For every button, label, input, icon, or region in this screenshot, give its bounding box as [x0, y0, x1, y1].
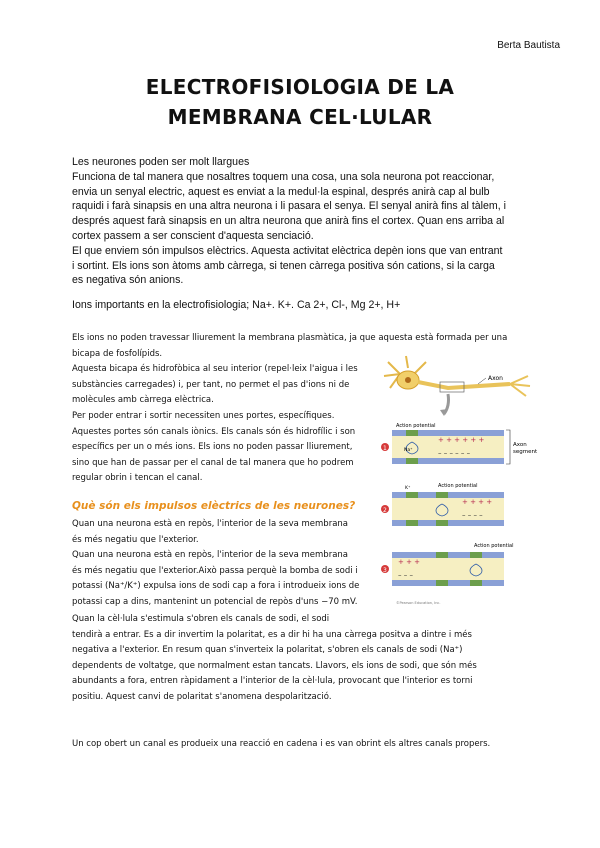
- step-1-number: 1: [383, 445, 387, 452]
- chain-reaction-paragraph: [72, 737, 490, 753]
- section-heading: Què són els impulsos elèctrics de les neurones?: [72, 500, 356, 512]
- text-line: potassi cap a dins, mantenint un potencial de repòs d'uns −70 mV.: [72, 596, 358, 607]
- author-name: Berta Bautista: [497, 40, 560, 51]
- intro-line: després aquest farà sinapsis en un altra neurona que anirà fins el cortex. Quan ens arriba al: [72, 215, 505, 228]
- intro-line: El que enviem són impulsos elèctrics. Aquesta activitat elèctrica depèn ions que van entrant: [72, 244, 503, 257]
- figure-credit: ©Pearson Education, Inc.: [396, 601, 441, 605]
- k-label: K⁺: [405, 486, 411, 491]
- resting-potential-paragraph: [72, 517, 359, 611]
- axon-label: Axon: [488, 375, 503, 382]
- text-line: substàncies carregades) i, per tant, no permet el pas d'ions ni de: [72, 379, 350, 390]
- panel-2-action-potential-label: Action potential: [438, 483, 478, 489]
- text-line: potassi (Na⁺/K⁺) expulsa ions de sodi cap a fora i introdueix ions de: [72, 581, 360, 592]
- svg-text:– – – –: – – – –: [462, 511, 483, 519]
- svg-text:+ + + +: + + + +: [462, 498, 493, 506]
- svg-text:– – –: – – –: [398, 571, 413, 579]
- intro-line: raquidi i farà sinapsis en una altra neurona i li pasara el senya. El senyal anirà fins al tàlem, i: [72, 200, 506, 213]
- svg-text:+ + +: + + +: [398, 558, 421, 566]
- na-label: Na⁺: [404, 448, 413, 453]
- panel-1: [381, 423, 538, 464]
- intro-line: cortex passem a ser conscient d'aquesta senciació.: [72, 229, 314, 242]
- action-potential-figure: [378, 354, 538, 610]
- intro-line: envia un senyal electric, aquest es enviat a la medul·la espinal, després anirà cap al bulb: [72, 185, 490, 198]
- text-line: molècules amb càrrega elèctrica.: [72, 395, 214, 406]
- text-line: regular obrin i tencan el canal.: [72, 473, 203, 484]
- text-line: sino que han de passar per el canal de tal manera que ho podrem: [72, 457, 354, 468]
- text-line: bicapa de fosfolípids.: [72, 348, 163, 359]
- text-line: Un cop obert un canal es produeix una reacció en cadena i es van obrint els altres canals propers.: [72, 739, 491, 749]
- svg-text:– – – – – –: – – – – – –: [438, 449, 471, 457]
- text-line: Aquesta bicapa és hidrofòbica al seu interior (repel·leix l'aigua i les: [72, 364, 358, 375]
- panel-1-action-potential-label: Action potential: [396, 423, 436, 429]
- text-line: tendirà a entrar. Es a dir invertim la polaritat, es a dir hi ha una càrrega positva a dintre i més: [72, 629, 472, 640]
- text-line: Els ions no poden travessar lliurement la membrana plasmàtica, ja que aquesta està formada per una: [72, 333, 508, 343]
- text-line: negativa a l'exterior. En resum quan s'inverteix la polaritat, s'obren els canals de sodi (Na⁺): [72, 645, 463, 656]
- text-line: Per poder entrar i sortir necessiten unes portes, específiques.: [72, 410, 335, 421]
- text-line: abundants a fora, entren ràpidament a l'interior de la cèl·lula, provocant que l'interior es torni: [72, 676, 473, 687]
- axon-segment-label-2: segment: [513, 449, 538, 455]
- text-line: positiu. Aquest canvi de polaritat s'anomena despolarització.: [72, 691, 332, 702]
- intro-line: Funciona de tal manera que nosaltres toquem una cosa, una sola neurona pot reaccionar,: [72, 170, 495, 183]
- intro-line: Les neurones poden ser molt llargues: [72, 156, 250, 168]
- text-line: Aquestes portes són canals iònics. Els canals són és hidrofílic i son: [72, 426, 356, 437]
- text-line: específics per un o més ions. Els ions no poden passar lliurement,: [72, 442, 353, 453]
- important-ions-line: Ions importants en la electrofisiologia; Na+. K+. Ca 2+, Cl-, Mg 2+, H+: [72, 299, 401, 311]
- text-line: Quan la cèl·lula s'estimula s'obren els canals de sodi, el sodi: [72, 614, 330, 624]
- panel-3-action-potential-label: Action potential: [474, 543, 514, 549]
- text-line: dependents de voltatge, que normalment estan tancats. Llavors, els ions de sodi, que són més: [72, 660, 477, 671]
- panel-3: [381, 543, 514, 586]
- depolarization-paragraph: [72, 612, 477, 706]
- neuron-illustration: [384, 356, 530, 416]
- title-line-2: MEMBRANA CEL·LULAR: [167, 105, 433, 129]
- text-line: Quan una neurona està en repòs, l'interior de la seva membrana: [72, 519, 349, 529]
- axon-segment-label-1: Axon: [513, 442, 527, 448]
- intro-paragraph: [72, 155, 532, 288]
- title-line-1: ELECTROFISIOLOGIA DE LA: [145, 75, 455, 99]
- intro-line: i sortint. Els ions son àtoms amb càrrega, si tenen càrrega positiva són cations, si la carga: [72, 259, 495, 272]
- step-2-number: 2: [383, 507, 387, 514]
- text-line: Quan una neurona està en repòs, l'interior de la seva membrana: [72, 550, 349, 561]
- text-line: és més negatiu que l'exterior.Això passa perquè la bomba de sodi i: [72, 565, 358, 576]
- panel-2: [381, 483, 504, 526]
- page-title: [0, 72, 600, 132]
- text-line: és més negatiu que l'exterior.: [72, 534, 199, 545]
- intro-line: es negativa són anions.: [72, 274, 184, 287]
- step-3-number: 3: [383, 567, 387, 574]
- svg-text:+ + + + + +: + + + + + +: [438, 436, 485, 444]
